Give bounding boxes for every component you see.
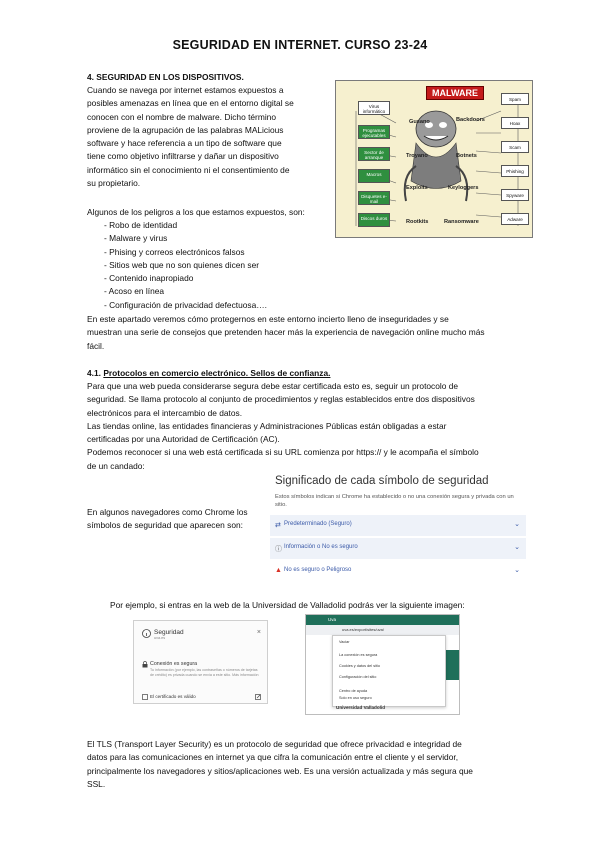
chevron-down-icon: ⌄	[514, 521, 520, 528]
tune-icon: ⇄	[275, 522, 281, 529]
connection-title: Conexión es segura	[150, 661, 198, 667]
close-icon[interactable]: ×	[256, 629, 261, 636]
box-phishing: Phishing	[501, 165, 529, 177]
heading-text: Protocolos en comercio electrónico. Sellos de confianza.	[103, 368, 331, 378]
chrome-line: En algunos navegadores como Chrome los	[87, 507, 248, 517]
lock-icon	[142, 661, 148, 668]
intro-line: proviene de la agrupación de las palabras MALicious	[87, 124, 284, 135]
list-item: - Contenido inapropiado	[104, 272, 267, 285]
symbol-row-label: Predeterminado (Seguro)	[284, 521, 352, 527]
tls-line: principalmente los navegadores y sitios/aplicaciones web. Es una versión actualizada y más segura que	[87, 765, 473, 776]
label-keyloggers: Keyloggers	[448, 185, 479, 191]
symbol-row-label: Información o No es seguro	[284, 544, 358, 550]
tls-line: El TLS (Transport Layer Security) es un protocolo de seguridad que ofrece privacidad e integridad de	[87, 739, 462, 749]
closing-line: En este apartado veremos cómo protegernos en este entorno incierto lleno de inseguridades y se	[87, 314, 449, 324]
example-line: Por ejemplo, si entras en la web de la Universidad de Valladolid podrás ver la siguiente imagen:	[110, 600, 465, 610]
malware-diagram	[335, 80, 533, 238]
body-line: electrónicos para el intercambio de datos.	[87, 407, 243, 418]
intro-line: informático sin el conocimiento ni el consentimiento de	[87, 164, 290, 175]
tls-line: datos para las comunicaciones en internet ya que cifra la comunicación entre el cliente y el servidor,	[87, 752, 459, 763]
section-4-heading: 4. SEGURIDAD EN LOS DISPOSITIVOS.	[87, 72, 244, 82]
body-line: Podemos reconocer si una web está certificada si su URL comienza por https:// y le acompaña el símbolo	[87, 447, 479, 458]
box-macros: Macros	[358, 169, 390, 183]
page-green-band	[444, 650, 460, 680]
heading-number: 4.1.	[87, 368, 101, 378]
document-title: SEGURIDAD EN INTERNET. CURSO 23-24	[172, 38, 428, 52]
menu-item[interactable]: Cookies y datos del sitio	[339, 664, 380, 668]
section-4-closing	[87, 313, 519, 353]
menu-item[interactable]: La conexión es segura	[339, 653, 378, 657]
box-discos: Discos duros	[358, 213, 390, 227]
section-4-intro	[87, 84, 324, 190]
symbol-row-default[interactable]	[270, 515, 526, 536]
tab-label[interactable]: Uva	[328, 617, 337, 622]
box-spam: Spam	[501, 93, 529, 105]
connection-description: Tu información (por ejemplo, las contraseñas o números de tarjetas de crédito) es privada cuando se envía a este sitio. Más información	[150, 668, 259, 677]
uva-browser-screenshot	[305, 614, 460, 715]
intro-line: Cuando se navega por internet estamos expuestos a	[87, 85, 284, 95]
intro-line: su propietario.	[87, 178, 141, 189]
warning-icon: ▲	[275, 567, 282, 574]
security-symbols-panel	[270, 472, 526, 582]
closing-line: muestran una serie de consejos que pretenden hacer más la experiencia de navegación online mucho más	[87, 327, 485, 338]
tls-line: SSL.	[87, 778, 106, 789]
address-bar[interactable]	[306, 625, 459, 635]
body-line: de un candado:	[87, 460, 145, 471]
dangers-intro: Algunos de los peligros a los que estamos expuestos, son:	[87, 207, 305, 217]
label-rootkits: Rootkits	[406, 219, 429, 225]
menu-item[interactable]: Configuración del sitio	[339, 675, 377, 679]
list-item: - Sitios web que no son quienes dicen ser	[104, 259, 267, 272]
intro-line: software y hace referencia a un tipo de software que	[87, 138, 282, 149]
chrome-line: símbolos de seguridad que aparecen son:	[87, 520, 243, 531]
box-hoax: Hoax	[501, 117, 529, 129]
section-41-body	[87, 380, 519, 473]
dangers-list	[104, 219, 267, 312]
box-sector: Sector de arranque	[358, 147, 390, 161]
certificate-icon	[142, 694, 148, 700]
label-botnets: Botnets	[456, 153, 477, 159]
chevron-down-icon: ⌄	[514, 567, 520, 574]
list-item: - Phising y correos electrónicos falsos	[104, 246, 267, 259]
body-line: Las tiendas online, las entidades financieras y Administraciones Públicas están obligadas a estar	[87, 420, 447, 431]
symbol-row-danger[interactable]	[270, 561, 526, 582]
body-line: certificadas por una Autoridad de Certificación (AC).	[87, 434, 280, 445]
section-41-heading	[87, 367, 330, 380]
box-adware: Adware	[501, 213, 529, 225]
address-text: uva.es/export/sites/uva/	[342, 627, 385, 632]
list-item: - Malware y virus	[104, 232, 267, 245]
box-virus: Virus informático	[358, 101, 390, 115]
panel-subtitle: uva.es	[154, 636, 166, 640]
certificate-label[interactable]: El certificado es válido	[150, 694, 196, 699]
list-item: - Configuración de privacidad defectuosa….	[104, 299, 267, 312]
malware-title: MALWARE	[426, 86, 484, 100]
body-line: seguridad. Se llama protocolo al conjunto de procedimientos y reglas establecidos entre dos dispositivos	[87, 394, 475, 405]
info-icon	[142, 629, 151, 638]
label-backdoors: Backdoors	[456, 117, 485, 123]
browser-tab-bar	[306, 615, 459, 625]
intro-line: posibles amenazas en línea que en el entorno digital se	[87, 98, 294, 109]
site-info-dropdown	[332, 635, 446, 707]
uva-security-panel	[133, 620, 268, 704]
page-footer-text: Universidad Valladolid	[336, 705, 386, 710]
list-item: - Robo de identidad	[104, 219, 267, 232]
box-scam: Scam	[501, 141, 529, 153]
label-ransomware: Ransomware	[444, 219, 479, 225]
external-link-icon[interactable]	[255, 694, 261, 700]
symbols-description: Estos símbolos indican si Chrome ha establecido o no una conexión segura y privada con un sitio.	[275, 494, 514, 508]
body-line: Para que una web pueda considerarse segura debe estar certificada esto es, seguir un protocolo de	[87, 381, 459, 391]
box-disquetes: Disquetes e-mail	[358, 191, 390, 205]
symbols-title: Significado de cada símbolo de seguridad	[275, 475, 489, 487]
menu-item[interactable]: Centro de ayuda	[339, 689, 368, 693]
menu-item[interactable]: Solo en uso seguro	[339, 696, 372, 700]
chevron-down-icon: ⌄	[514, 544, 520, 551]
symbol-row-info[interactable]	[270, 538, 526, 559]
box-programas: Programas ejecutables	[358, 125, 390, 139]
intro-line: tiene como objetivo infiltrarse y dañar un dispositivo	[87, 151, 279, 162]
label-exploits: Exploits	[406, 185, 428, 191]
chrome-note	[87, 506, 267, 533]
panel-title: Seguridad	[154, 629, 184, 636]
label-troyano: Troyano	[406, 153, 428, 159]
list-item: - Acoso en línea	[104, 285, 267, 298]
tls-paragraph	[87, 738, 519, 791]
closing-line: fácil.	[87, 340, 105, 351]
intro-line: conocen con el nombre de malware. Dicho término	[87, 111, 276, 122]
box-spyware: Spyware	[501, 189, 529, 201]
symbol-row-label: No es seguro o Peligroso	[284, 567, 352, 573]
menu-item[interactable]: Vaciar	[339, 640, 350, 644]
info-icon: ⓘ	[275, 546, 282, 553]
label-gusano: Gusano	[409, 119, 430, 125]
